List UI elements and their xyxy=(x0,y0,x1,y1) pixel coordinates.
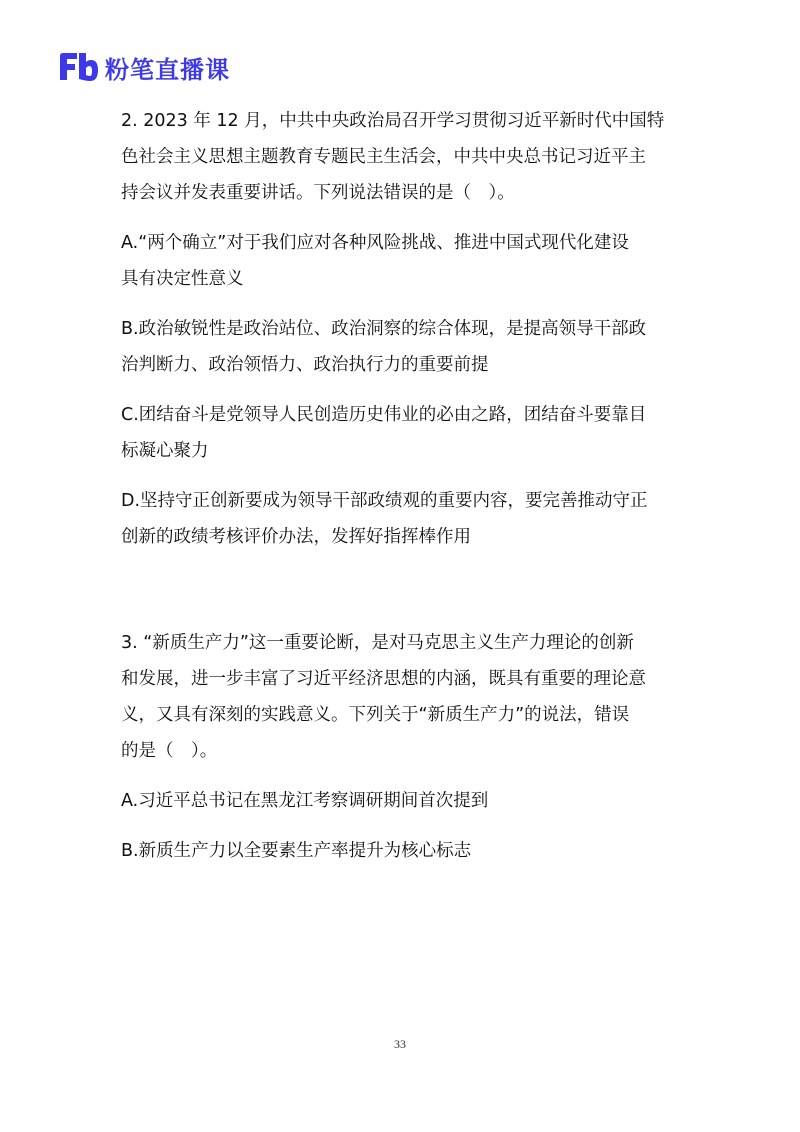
stem-line: 持会议并发表重要讲话。下列说法错误的是（ ）。 xyxy=(121,183,515,203)
question-stem xyxy=(121,625,681,769)
option-line: B.新质生产力以全要素生产率提升为核心标志 xyxy=(121,841,472,861)
option-line: B.政治敏锐性是政治站位、政治洞察的综合体现，是提高领导干部政 xyxy=(121,319,647,339)
brand-name: 粉笔直播课 xyxy=(105,55,230,84)
option-a xyxy=(121,225,681,297)
option-line: 标凝心聚力 xyxy=(121,441,209,461)
fb-logo-icon xyxy=(57,50,101,84)
stem-line: 义，又具有深刻的实践意义。下列关于“新质生产力”的说法，错误 xyxy=(121,705,630,725)
option-line: A.习近平总书记在黑龙江考察调研期间首次提到 xyxy=(121,791,489,811)
option-a xyxy=(121,783,681,819)
question-2 xyxy=(121,103,681,555)
option-line: 具有决定性意义 xyxy=(121,269,244,289)
question-stem xyxy=(121,103,681,211)
question-3 xyxy=(121,625,681,869)
option-line: D.坚持守正创新要成为领导干部政绩观的重要内容，要完善推动守正 xyxy=(121,491,648,511)
page-number: 33 xyxy=(394,1037,406,1051)
document-body xyxy=(121,103,681,869)
option-line: 治判断力、政治领悟力、政治执行力的重要前提 xyxy=(121,355,489,375)
stem-line: 和发展，进一步丰富了习近平经济思想的内涵，既具有重要的理论意 xyxy=(121,669,646,689)
option-b xyxy=(121,833,681,869)
option-line: C.团结奋斗是党领导人民创造历史伟业的必由之路，团结奋斗要靠目 xyxy=(121,405,647,425)
stem-line: 2. 2023 年 12 月，中共中央政治局召开学习贯彻习近平新时代中国特 xyxy=(121,111,665,131)
stem-line: 3. “新质生产力”这一重要论断，是对马克思主义生产力理论的创新 xyxy=(121,633,634,653)
option-c xyxy=(121,397,681,469)
option-b xyxy=(121,311,681,383)
option-line: 创新的政绩考核评价办法，发挥好指挥棒作用 xyxy=(121,527,471,547)
option-d xyxy=(121,483,681,555)
page-header xyxy=(57,48,230,86)
stem-line: 的是（ ）。 xyxy=(121,741,218,761)
option-line: A.“两个确立”对于我们应对各种风险挑战、推进中国式现代化建设 xyxy=(121,233,629,253)
stem-line: 色社会主义思想主题教育专题民主生活会，中共中央总书记习近平主 xyxy=(121,147,646,167)
